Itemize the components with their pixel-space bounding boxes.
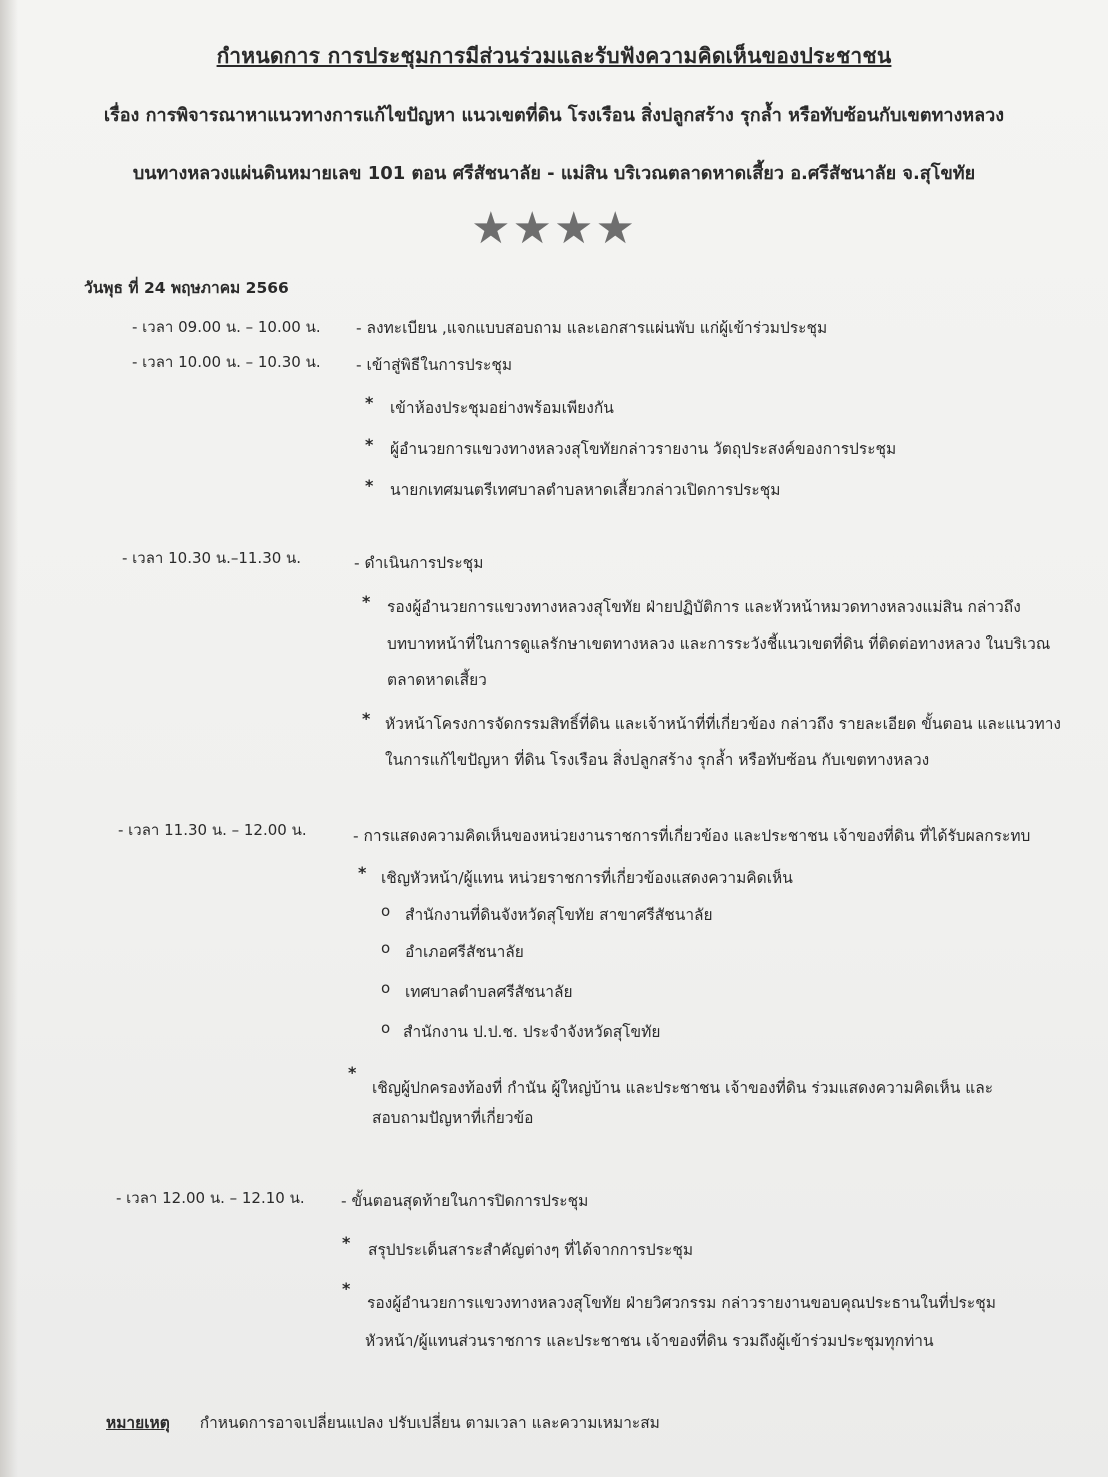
subject-line-2: บนทางหลวงแผ่นดินหมายเลข 101 ตอน ศรีสัชนาลัย - แม่สิน บริเวณตลาดหาดเสี้ยว อ.ศรีสัชนาลัย จ.สุโขทัย [132, 163, 976, 184]
circle-bullet-icon: o [381, 902, 391, 920]
session-5-time: - เวลา 12.00 น. – 12.10 น. [116, 1189, 305, 1207]
circle-bullet-icon: o [381, 979, 391, 997]
session-5-text: - ขั้นตอนสุดท้ายในการปิดการประชุม [341, 1192, 589, 1210]
star-bullet-icon: * [342, 1279, 351, 1298]
session-2-bullet-2: ผู้อำนวยการแขวงทางหลวงสุโขทัยกล่าวรายงาน วัตถุประสงค์ของการประชุม [390, 440, 897, 458]
star-bullet-icon: * [358, 863, 367, 882]
star-bullet-icon: * [365, 435, 374, 454]
session-3-bullet-2-line-1: หัวหน้าโครงการจัดกรรมสิทธิ์ที่ดิน และเจ้าหน้าที่ที่เกี่ยวข้อง กล่าวถึง รายละเอียด ขั้นตอน และแนวทาง [385, 715, 1061, 733]
circle-bullet-icon: o [381, 939, 391, 957]
session-3-text: - ดำเนินการประชุม [354, 554, 484, 572]
session-4-text: - การแสดงความคิดเห็นของหน่วยงานราชการที่เกี่ยวข้อง และประชาชน เจ้าของที่ดิน ที่ได้รับผลกระทบ [353, 827, 1031, 845]
session-4-time: - เวลา 11.30 น. – 12.00 น. [118, 821, 307, 839]
session-5-bullet-2-line-2: หัวหน้า/ผู้แทนส่วนราชการ และประชาชน เจ้าของที่ดิน รวมถึงผู้เข้าร่วมประชุมทุกท่าน [365, 1332, 934, 1350]
session-1-time: - เวลา 09.00 น. – 10.00 น. [132, 318, 321, 336]
remark-label: หมายเหตุ [106, 1414, 170, 1432]
session-3-bullet-2-line-2: ในการแก้ไขปัญหา ที่ดิน โรงเรือน สิ่งปลูกสร้าง รุกล้ำ หรือทับซ้อน กับเขตทางหลวง [385, 751, 930, 769]
star-bullet-icon: * [342, 1233, 351, 1252]
session-1-text: - ลงทะเบียน ,แจกแบบสอบถาม และเอกสารแผ่นพับ แก่ผู้เข้าร่วมประชุม [356, 319, 828, 337]
agency-2: อำเภอศรีสัชนาลัย [405, 943, 524, 961]
star-decoration: ★★★★ [471, 203, 637, 254]
star-bullet-icon: * [362, 709, 371, 728]
session-3-bullet-1-line-2: บทบาทหน้าที่ในการดูแลรักษาเขตทางหลวง และการระวังชี้แนวเขตที่ดิน ที่ติดต่อทางหลวง ในบริเวณ [387, 635, 1051, 653]
session-2-bullet-1: เข้าห้องประชุมอย่างพร้อมเพียงกัน [390, 399, 614, 417]
agency-4: สำนักงาน ป.ป.ช. ประจำจังหวัดสุโขทัย [403, 1023, 661, 1041]
star-bullet-icon: * [365, 476, 374, 495]
meeting-date: วันพุธ ที่ 24 พฤษภาคม 2566 [84, 279, 289, 297]
star-bullet-icon: * [365, 393, 374, 412]
session-3-time: - เวลา 10.30 น.–11.30 น. [122, 549, 302, 567]
star-bullet-icon: * [362, 592, 371, 611]
session-2-time: - เวลา 10.00 น. – 10.30 น. [132, 353, 321, 371]
agency-3: เทศบาลตำบลศรีสัชนาลัย [405, 983, 573, 1001]
star-bullet-icon: * [348, 1063, 357, 1082]
subject-line-1: เรื่อง การพิจารณาหาแนวทางการแก้ไขปัญหา แนวเขตที่ดิน โรงเรือน สิ่งปลูกสร้าง รุกล้ำ หรือทับซ้อนกับเขตทางหลวง [103, 105, 1005, 126]
session-4-bullet-2-line-1: เชิญผู้ปกครองท้องที่ กำนัน ผู้ใหญ่บ้าน และประชาชน เจ้าของที่ดิน ร่วมแสดงความคิดเห็น และ [372, 1079, 994, 1097]
session-3-bullet-1-line-1: รองผู้อำนวยการแขวงทางหลวงสุโขทัย ฝ่ายปฏิบัติการ และหัวหน้าหมวดทางหลวงแม่สิน กล่าวถึง [387, 598, 1021, 616]
session-2-bullet-3: นายกเทศมนตรีเทศบาลตำบลหาดเสี้ยวกล่าวเปิดการประชุม [390, 481, 781, 499]
session-4-bullet-1: เชิญหัวหน้า/ผู้แทน หน่วยราชการที่เกี่ยวข้องแสดงความคิดเห็น [381, 869, 793, 887]
circle-bullet-icon: o [381, 1019, 391, 1037]
remark [106, 1410, 660, 1435]
remark-text: กำหนดการอาจเปลี่ยนแปลง ปรับเปลี่ยน ตามเวลา และความเหมาะสม [199, 1414, 660, 1432]
session-3-bullet-1-line-3: ตลาดหาดเสี้ยว [387, 671, 487, 689]
session-2-text: - เข้าสู่พิธีในการประชุม [356, 356, 513, 374]
session-4-bullet-2-line-2: สอบถามปัญหาที่เกี่ยวข้อ [372, 1109, 534, 1127]
agency-1: สำนักงานที่ดินจังหวัดสุโขทัย สาขาศรีสัชนาลัย [405, 906, 713, 924]
session-5-bullet-1: สรุปประเด็นสาระสำคัญต่างๆ ที่ได้จากการประชุม [368, 1241, 694, 1259]
session-5-bullet-2-line-1: รองผู้อำนวยการแขวงทางหลวงสุโขทัย ฝ่ายวิศวกรรม กล่าวรายงานขอบคุณประธานในที่ประชุม [367, 1294, 996, 1312]
document-title: กำหนดการ การประชุมการมีส่วนร่วมและรับฟังความคิดเห็นของประชาชน [216, 44, 892, 68]
